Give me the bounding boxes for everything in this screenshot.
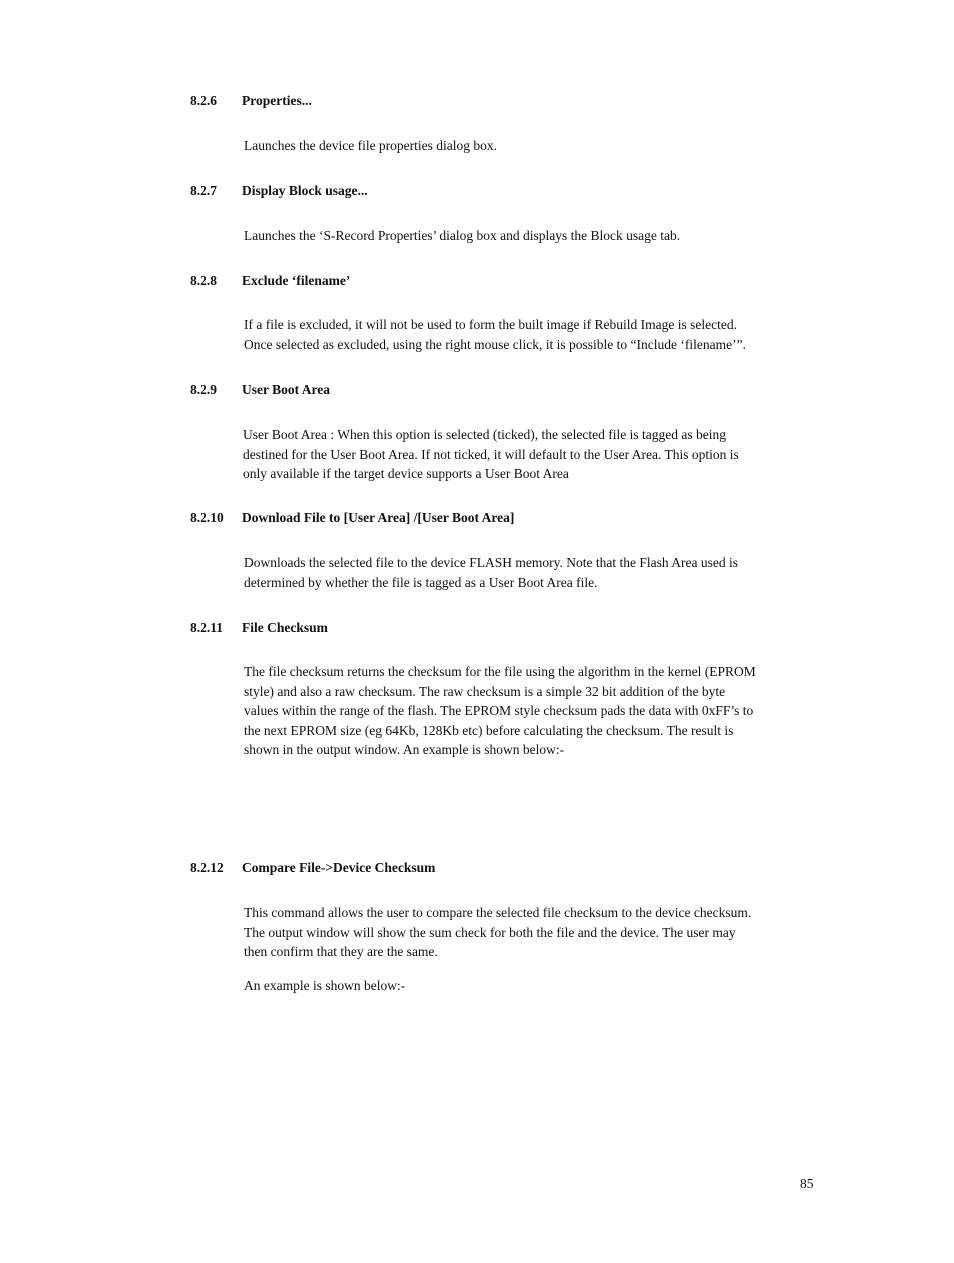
section-number: 8.2.8 xyxy=(190,273,217,288)
paragraph-line: Once selected as excluded, using the right mouse click, it is possible to “Include ‘filename’”. xyxy=(244,336,746,352)
paragraph-line: the next EPROM size (eg 64Kb, 128Kb etc) before calculating the checksum. The result is xyxy=(244,722,734,738)
section-heading-8-2-8 xyxy=(190,272,350,290)
paragraph-line: values within the range of the flash. The EPROM style checksum pads the data with 0xFF’s to xyxy=(244,703,754,718)
section-title: User Boot Area xyxy=(242,382,330,397)
section-paragraph xyxy=(244,903,824,962)
section-number: 8.2.10 xyxy=(190,510,224,525)
section-heading-8-2-9 xyxy=(190,381,330,399)
section-title: Properties... xyxy=(242,93,312,108)
paragraph-line: User Boot Area : When this option is selected (ticked), the selected file is tagged as being xyxy=(243,427,726,442)
page-number: 85 xyxy=(800,1176,814,1191)
section-title: Display Block usage... xyxy=(242,183,368,198)
paragraph-line: Downloads the selected file to the device FLASH memory. Note that the Flash Area used is xyxy=(244,555,739,570)
paragraph-line: This command allows the user to compare the selected file checksum to the device checksum. xyxy=(244,905,752,920)
paragraph-line: determined by whether the file is tagged as a User Boot Area file. xyxy=(244,574,598,590)
paragraph-line: destined for the User Boot Area. If not ticked, it will default to the User Area. This option is xyxy=(243,446,739,462)
section-heading-8-2-6 xyxy=(190,92,312,110)
paragraph-line: An example is shown below:- xyxy=(244,978,406,993)
section-number: 8.2.6 xyxy=(190,93,217,108)
paragraph-line: then confirm that they are the same. xyxy=(244,944,438,959)
paragraph-line: Launches the device file properties dialog box. xyxy=(244,138,498,153)
paragraph-line: Launches the ‘S-Record Properties’ dialog box and displays the Block usage tab. xyxy=(244,228,681,243)
paragraph-line: shown in the output window. An example is shown below:- xyxy=(244,742,565,757)
section-heading-8-2-7 xyxy=(190,182,368,200)
section-title: Exclude ‘filename’ xyxy=(242,273,351,288)
section-number: 8.2.9 xyxy=(190,382,217,397)
section-heading-8-2-10 xyxy=(190,509,514,527)
section-number: 8.2.11 xyxy=(190,620,224,635)
paragraph-line: The output window will show the sum check for both the file and the device. The user may xyxy=(244,924,736,940)
section-paragraph xyxy=(244,553,824,592)
paragraph-line: style) and also a raw checksum. The raw checksum is a simple 32 bit addition of the byte xyxy=(244,683,726,699)
section-title: Download File to [User Area] /[User Boot Area] xyxy=(242,510,515,525)
section-heading-8-2-12 xyxy=(190,859,435,877)
paragraph-line: only available if the target device supports a User Boot Area xyxy=(243,466,569,481)
section-title: File Checksum xyxy=(242,620,328,635)
section-heading-8-2-11 xyxy=(190,619,328,637)
section-paragraph xyxy=(243,425,823,484)
paragraph-line: If a file is excluded, it will not be used to form the built image if Rebuild Image is selected. xyxy=(244,317,737,332)
section-number: 8.2.12 xyxy=(190,860,224,875)
paragraph-line: The file checksum returns the checksum for the file using the algorithm in the kernel (EPROM xyxy=(244,664,756,679)
section-paragraph xyxy=(244,976,824,996)
section-number: 8.2.7 xyxy=(190,183,217,198)
section-paragraph xyxy=(244,226,824,246)
section-title: Compare File->Device Checksum xyxy=(242,860,436,875)
section-paragraph xyxy=(244,136,824,156)
section-paragraph xyxy=(244,662,824,760)
section-paragraph xyxy=(244,315,824,354)
